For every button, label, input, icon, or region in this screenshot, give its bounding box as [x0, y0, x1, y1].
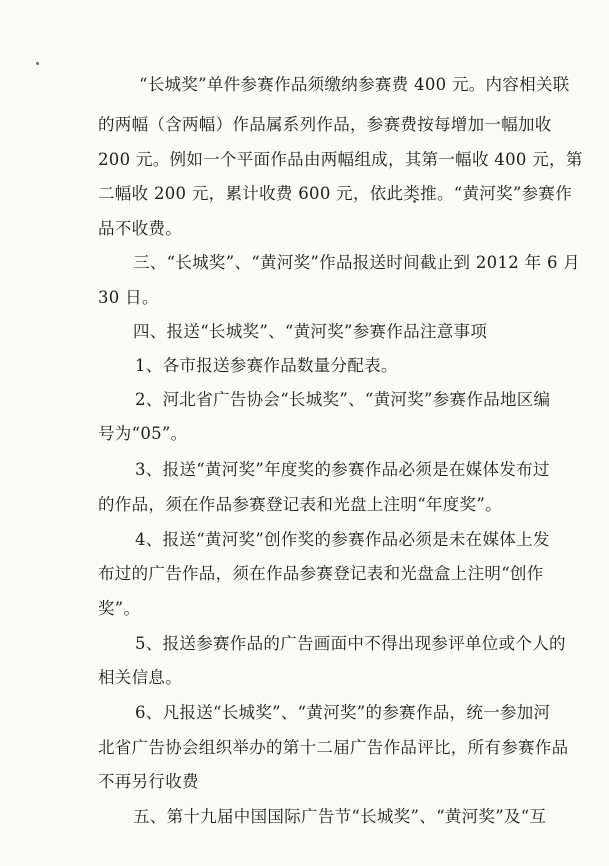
body-line: 的两幅（含两幅）作品属系列作品，参赛费按每增加一幅加收 [98, 115, 552, 134]
body-line: 奖”。 [98, 599, 141, 618]
list-item-3: 3、报送“黄河奖”年度奖的参赛作品必须是在媒体发布过 [135, 460, 550, 479]
body-line: 30 日。 [98, 288, 159, 307]
scan-speck [36, 62, 39, 65]
list-item-2: 2、河北省广告协会“长城奖”、“黄河奖”参赛作品地区编 [135, 390, 551, 409]
list-item-6: 6、凡报送“长城奖”、“黄河奖”的参赛作品，统一参加河 [135, 703, 551, 722]
section-heading-3: 三、“长城奖”、“黄河奖”作品报送时间截止到 2012 年 6 月 [133, 253, 581, 272]
body-line: 布过的广告作品，须在作品参赛登记表和光盘盒上注明“创作 [98, 564, 544, 583]
section-heading-4: 四、报送“长城奖”、“黄河奖”参赛作品注意事项 [133, 322, 488, 341]
body-line: 相关信息。 [98, 668, 182, 687]
list-item-4: 4、报送“黄河奖”创作奖的参赛作品必须是未在媒体上发 [135, 530, 550, 549]
body-line: 的作品，须在作品参赛登记表和光盘上注明“年度奖”。 [98, 495, 502, 514]
body-line: 二幅收 200 元，累计收费 600 元，依此类推。“黄河奖”参赛作 [98, 184, 573, 203]
body-line: 北省广告协会组织举办的第十二届广告作品评比，所有参赛作品 [98, 738, 569, 757]
list-item-5: 5、报送参赛作品的广告画面中不得出现参评单位或个人的 [135, 634, 566, 653]
body-line: 不再另行收费 [98, 772, 199, 791]
body-line: 号为“05”。 [98, 424, 188, 443]
section-heading-5: 五、第十九届中国国际广告节“长城奖”、“黄河奖”及“互 [133, 807, 547, 826]
body-line: “长城奖”单件参赛作品须缴纳参赛费 400 元。内容相关联 [139, 75, 570, 94]
list-item-1: 1、各市报送参赛作品数量分配表。 [135, 356, 398, 375]
body-line: 200 元。例如一个平面作品由两幅组成，其第一幅收 400 元，第 [98, 150, 583, 169]
body-line: 品不收费。 [98, 219, 182, 238]
